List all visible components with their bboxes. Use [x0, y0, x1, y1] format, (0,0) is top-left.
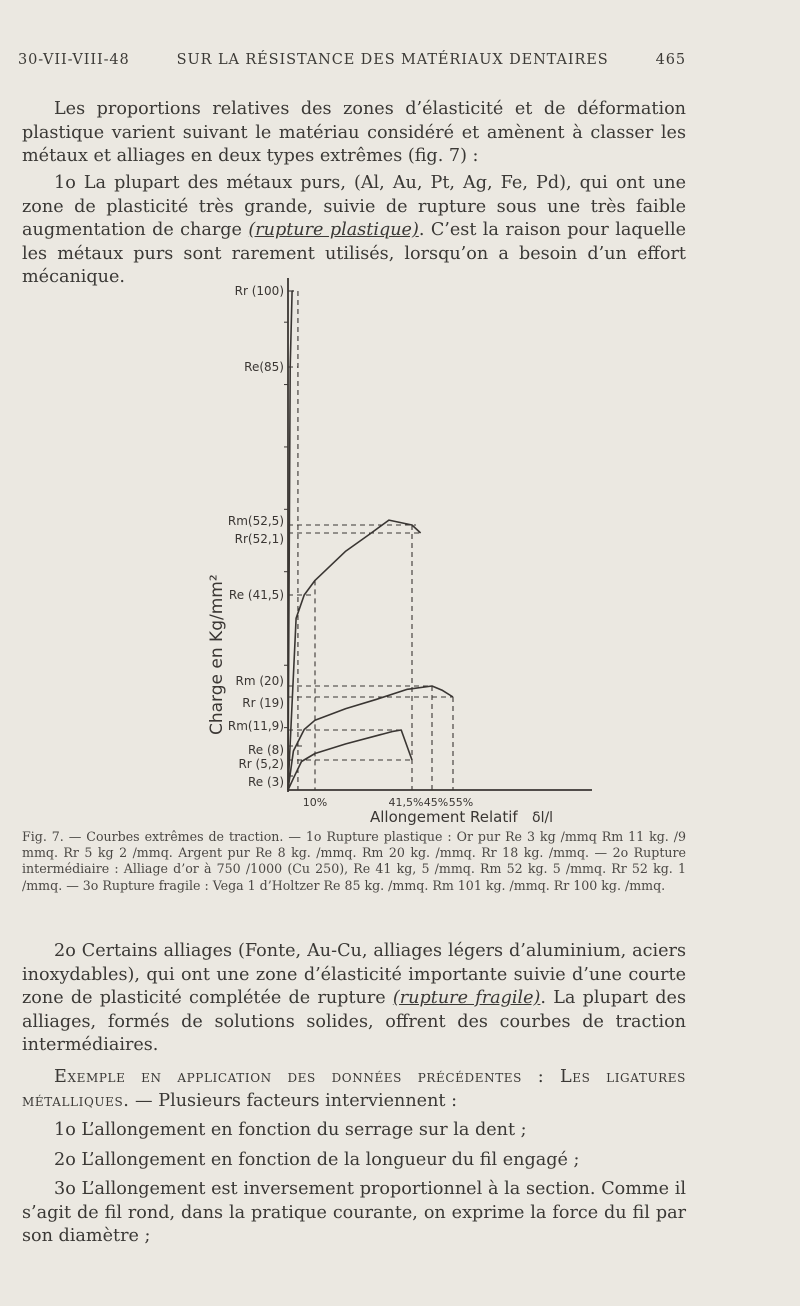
type2-suffix: . La plupart des alliages, formés de solutions solides, offrent des courbes de traction intermédiaires.: [22, 988, 686, 1055]
example-section: [22, 1066, 686, 1249]
header-title: SUR LA RÉSISTANCE DES MATÉRIAUX DENTAIRES: [176, 52, 609, 68]
type1-emphasis: (rupture plastique): [248, 220, 419, 240]
y-tick-label: Rr (19): [242, 696, 284, 710]
example-heading-suffix: — Plusieurs facteurs interviennent :: [129, 1090, 457, 1111]
y-tick-label: Rr (100): [234, 284, 284, 298]
figure-7: [160, 270, 600, 830]
page-number: 465: [655, 52, 686, 68]
y-tick-label: Re (3): [248, 775, 284, 789]
running-head: [18, 52, 686, 68]
curve-2: [288, 520, 421, 790]
curves: [288, 291, 453, 790]
y-tick-label: Re (8): [248, 743, 284, 757]
type2-prefix: 2o Certains alliages (Fonte, Au-Cu, alliages légers d’aluminium, aciers inoxydables), qui ont une zone d’élasticité importante suivie d’une courte zone de plasticité complétée de rupture: [22, 941, 686, 1008]
intro-text: Les proportions relatives des zones d’élasticité et de déformation plastique varient suivant le matériau considéré et amènent à classer les métaux et alliages en deux types extrêmes (fig. 7) :: [22, 99, 686, 166]
type1-prefix: 1o La plupart des métaux purs, (Al, Au, Pt, Ag, Fe, Pd), qui ont une zone de plasticité très grande, suivie de rupture sous une très faible augmentation de charge: [22, 173, 686, 240]
x-tick-label: 41,5%: [388, 796, 424, 809]
y-axis-title: Charge en Kg/mm²: [207, 574, 227, 735]
figure-caption: [22, 829, 686, 894]
y-axis-labels: [228, 284, 288, 789]
x-tick-label: 45%: [423, 796, 449, 809]
y-tick-label: Rr (5,2): [238, 757, 284, 771]
example-item-1: 1o L’allongement en fonction du serrage sur la dent ;: [54, 1120, 527, 1140]
y-tick-label: Rm (20): [235, 674, 284, 688]
caption-text: Fig. 7. — Courbes extrêmes de traction. — 1o Rupture plastique : Or pur Re 3 kg /mmq Rm 11 kg. /9 mmq. Rr 5 kg 2 /mmq. Argent pur Re 8 kg. /mmq. Rm 20 kg. /mmq. Rr 18 kg. /mmq. — 2o Rupture intermédiaire : Alliage d’or à 750 /1000 (Cu 250), Re 41 kg, 5 /mmq. Rm 52 kg. 5 /mmq. Rr 52 kg. 1 /mmq. — 3o Rupture fragile : Vega 1 d’Holtzer Re 85 kg. /mmq. Rm 101 kg. /mmq. Rr 100 kg. /mmq.: [22, 829, 686, 893]
x-tick-label: 55%: [448, 796, 474, 809]
y-tick-label: Rm(11,9): [227, 719, 284, 733]
x-axis-symbol: δl/l: [532, 810, 554, 826]
y-tick-label: Re(85): [244, 360, 284, 374]
y-tick-label: Rr(52,1): [234, 532, 284, 546]
type2-paragraph: [22, 940, 686, 1058]
type1-suffix: . C’est la raison pour laquelle les métaux purs sont rarement utilisés, lorsqu’on a besoin d’un effort mécanique.: [22, 220, 686, 287]
example-item-2: 2o L’allongement en fonction de la longueur du fil engagé ;: [54, 1149, 580, 1170]
traction-chart: [160, 270, 600, 830]
y-tick-label: Re (41,5): [228, 588, 284, 602]
x-tick-label: 10%: [302, 796, 328, 809]
header-date: 30-VII-VIII-48: [18, 52, 130, 68]
guide-lines: [288, 291, 453, 790]
y-tick-label: Rm(52,5): [227, 514, 284, 528]
example-item-3: 3o L’allongement est inversement proportionnel à la section. Comme il s’agit de fil rond, dans la pratique courante, on exprime la force du fil par son diamètre ;: [22, 1179, 686, 1246]
example-heading: Exemple en application des données précédentes : Les ligatures métalliques.: [22, 1067, 686, 1111]
type2-emphasis: (rupture fragile): [392, 988, 541, 1008]
intro-paragraph: [22, 98, 686, 169]
x-axis-title: Allongement Relatif: [370, 808, 518, 826]
